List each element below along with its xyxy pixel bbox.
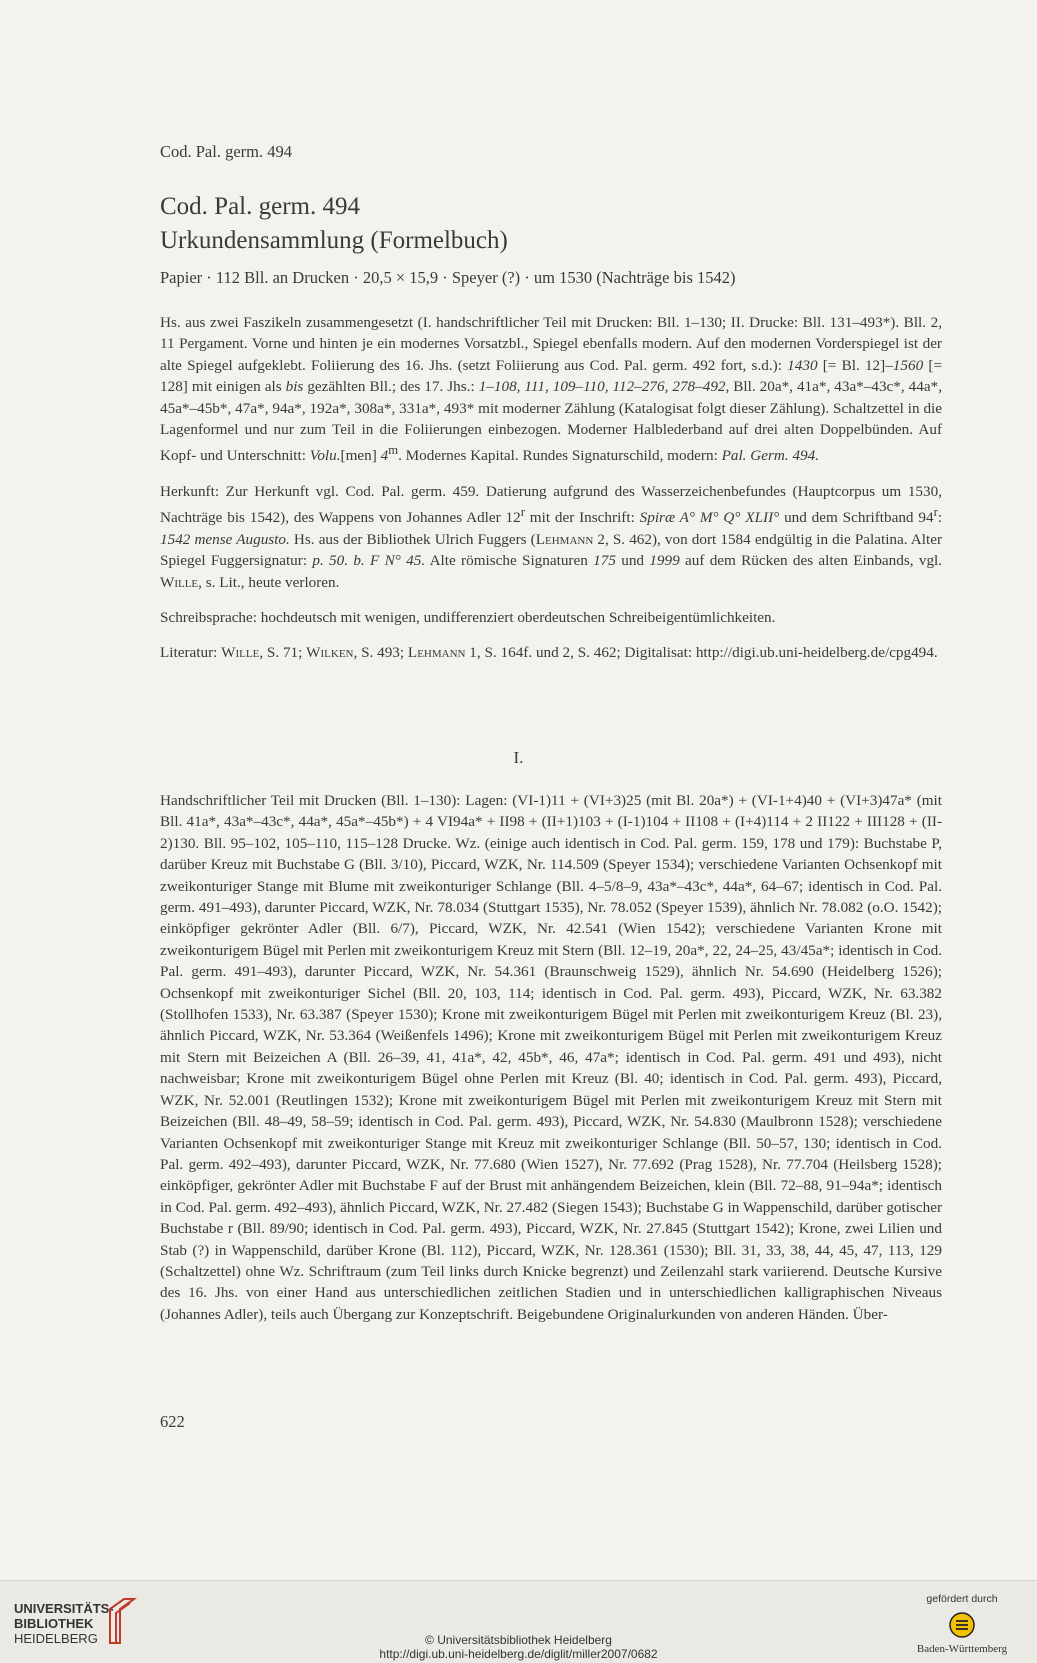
copyright-notice: © Universitätsbibliothek Heidelberg http://digi.ub.uni-heidelberg.de/diglit/miller2007/0682: [0, 1633, 1037, 1661]
sponsor-name: Baden-Württemberg: [916, 1643, 1008, 1655]
permalink[interactable]: http://digi.ub.uni-heidelberg.de/diglit/miller2007/0682: [379, 1647, 658, 1661]
language-note: Schreibsprache: hochdeutsch mit wenigen, undifferenziert oberdeutschen Schreibeigentümlichkeiten.: [160, 609, 776, 626]
provenance: Herkunft: Zur Herkunft vgl. Cod. Pal. germ. 459. Datierung aufgrund des Wasserzeichenbefundes (Hauptcorpus um 1530, Nachträge bis 1542), des Wappens von Johannes Adler 12$^r$ mit der Inschrift: Spiræ A° M° Q° XLII° und dem Schriftband 94$^r$: 1542 mense Augusto. Hs. aus der Bibliothek Ulrich Fuggers (Lehmann 2, S. 462), von dort 1584 endgültig in die Palatina. Alter Spiegel Fuggersignatur: p. 50. b. F N° 45. Alte römische Signaturen 175 und 1999 auf dem Rücken des alten Einbands, vgl. Wille, s. Lit., heute verloren.: [160, 482, 943, 591]
library-logo[interactable]: UNIVERSITÄTS- BIBLIOTHEK HEIDELBERG: [14, 1601, 114, 1646]
page-subtitle: Urkundensammlung (Formelbuch): [160, 227, 508, 254]
literature: Literatur: Wille, S. 71; Wilken, S. 493; Lehmann 1, S. 164f. und 2, S. 462; Digitalisat: http://digi.ub.uni-heidelberg.de/cpg494.: [160, 644, 938, 662]
physical-description: Hs. aus zwei Faszikeln zusammengesetzt (I. handschriftlicher Teil mit Drucken: Bll. 1–130; II. Drucke: Bll. 131–493*). Bll. 2, 11 Pergament. Vorne und hinten je ein modernes Vorsatzbl., Spiegel ebenfalls modern. Auf den modernen Vorderspiegel ist der alte Spiegel aufgeklebt. Foliierung des 16. Jhs. (setzt Foliierung aus Cod. Pal. germ. 492 fort, s.d.): 1430 [= Bl. 12]–1560 [= 128] mit einigen als bis gezählten Bll.; des 17. Jhs.: 1–108, 111, 109–110, 112–276, 278–492, Bll. 20a*, 41a*, 43a*–43c*, 44a*, 45a*–45b*, 47a*, 94a*, 192a*, 308a*, 331a*, 493* mit moderner Zählung (Katalogisat folgt dieser Zählung). Schaltzettel in die Lagenformel und nur zum Teil in die Foliierungen einbezogen. Moderner Halblederband auf drei alten Doppelbünden. Auf Kopf- und Unterschnitt: Volu.[men] 4$^m$. Modernes Kapital. Rundes Signaturschild, modern: Pal. Germ. 494.: [160, 314, 943, 465]
funded-by-label: gefördert durch: [926, 1593, 998, 1605]
state-seal-icon: [948, 1611, 976, 1639]
page-title: Cod. Pal. germ. 494: [160, 193, 360, 220]
description-block: [160, 312, 942, 678]
running-head: Cod. Pal. germ. 494: [160, 142, 292, 161]
page-number: 622: [160, 1412, 185, 1431]
footer-bar: [0, 1580, 1037, 1663]
title-block: [160, 190, 940, 288]
manuscript-metadata: Papier · 112 Bll. an Drucken · 20,5 × 15,9 · Speyer (?) · um 1530 (Nachträge bis 1542): [160, 268, 736, 287]
section-number: I.: [513, 748, 524, 767]
section-one-text: [160, 790, 942, 1339]
section-one-paragraph: Handschriftlicher Teil mit Drucken (Bll. 1–130): Lagen: (VI-1)11 + (VI+3)25 (mit Bl. 20a*) + (VI-1+4)40 + (VI+3)47a* (mit Bll. 41a*, 43a*–43c*, 44a*, 45a*–45b*) + 4 VI94a* + II98 + (II+1)103 + (I-1)104 + II108 + (I+4)114 + 2 II122 + III128 + (II-2)130. Bll. 95–102, 105–110, 115–128 Drucke. Wz. (einige auch identisch in Cod. Pal. germ. 159, 178 und 179): Buchstabe P, darüber Kreuz mit Buchstabe G (Bll. 3/10), Piccard, WZK, Nr. 114.509 (Speyer 1534); verschiedene Varianten Ochsenkopf mit zweikonturiger Stange mit Blume mit zweikonturiger Schlange (Bll. 4–5/8–9, 43a*–43c*, 44a*, 64–67; identisch in Cod. Pal. germ. 491–493), darunter Piccard, WZK, Nr. 78.034 (Stuttgart 1535), Nr. 78.052 (Speyer 1539), ähnlich Nr. 78.082 (o.O. 1542); einköpfiger gekrönter Adler (Bll. 6/7), Piccard, WZK, Nr. 42.541 (Wien 1542); verschiedene Varianten Krone mit zweikonturigem Bügel mit Perlen mit zweikonturigem Kreuz mit Stern (Bll. 12–19, 20a*, 22, 24–25, 43/45a*; identisch in Cod. Pal. germ. 491–493), darunter Piccard, WZK, Nr. 54.361 (Braunschweig 1529), ähnlich Nr. 54.690 (Heidelberg 1526); Ochsenkopf mit zweikonturiger Sichel (Bll. 20, 103, 114; identisch in Cod. Pal. germ. 493), Piccard, WZK, Nr. 63.382 (Stollhofen 1533), Nr. 63.387 (Speyer 1530); Krone mit zweikonturigem Bügel mit Perlen mit zweikonturigem Kreuz (Bl. 23), ähnlich Piccard, WZK, Nr. 53.364 (Weißenfels 1496); Krone mit zweikonturigem Bügel mit Perlen mit zweikonturigem Kreuz mit Stern mit Beizeichen A (Bll. 26–39, 41, 41a*, 42, 45b*, 46, 47a*; identisch in Cod. Pal. germ. 491 und 493), nicht nachweisbar; Krone mit zweikonturigem Bügel ohne Perlen mit Kreuz (Bl. 40; identisch in Cod. Pal. germ. 493), Piccard, WZK, Nr. 52.001 (Reutlingen 1532); Krone mit zweikonturigem Bügel mit Perlen mit zweikonturigem Kreuz mit Stern mit Beizeichen (Bll. 48–49, 58–59; identisch in Cod. Pal. germ. 493), Piccard, WZK, Nr. 54.830 (Maulbronn 1528); verschiedene Varianten Ochsenkopf mit zweikonturiger Stange mit Kreuz mit zweikonturiger Schlange (Bll. 50–57, 130; identisch in Cod. Pal. germ. 492–493), darunter Piccard, WZK, Nr. 77.680 (Wien 1527), Nr. 77.692 (Prag 1528), Nr. 77.704 (Heilsberg 1528); einköpfiger, gekrönter Adler mit Buchstabe F auf der Brust mit anhängendem Beizeichen, klein (Bll. 72–88, 91–94a*; identisch in Cod. Pal. germ. 492–493), ähnlich Piccard, WZK, Nr. 27.482 (Siegen 1543); Buchstabe G in Wappenschild, darüber gotischer Buchstabe r (Bll. 89/90; identisch in Cod. Pal. germ. 493), Piccard, WZK, Nr. 27.845 (Stuttgart 1542); Krone, zwei Lilien und Stab (?) in Wappenschild, darüber Krone (Bl. 112), Piccard, WZK, Nr. 128.361 (1530); Bll. 31, 33, 38, 44, 45, 47, 113, 129 (Schaltzettel) ohne Wz. Schriftraum (zum Teil links durch Knicke begrenzt) und Zeilenzahl stark variierend. Deutsche Kursive des 16. Jhs. von einer Hand aus unterschiedlichen zeitlichen Stadien und in unterschiedlichen kalligraphischen Niveaus (Johannes Adler), teils auch Übergang zur Konzeptschrift. Beigebundene Originalurkunden von anderen Händen. Über-: [160, 792, 942, 1323]
